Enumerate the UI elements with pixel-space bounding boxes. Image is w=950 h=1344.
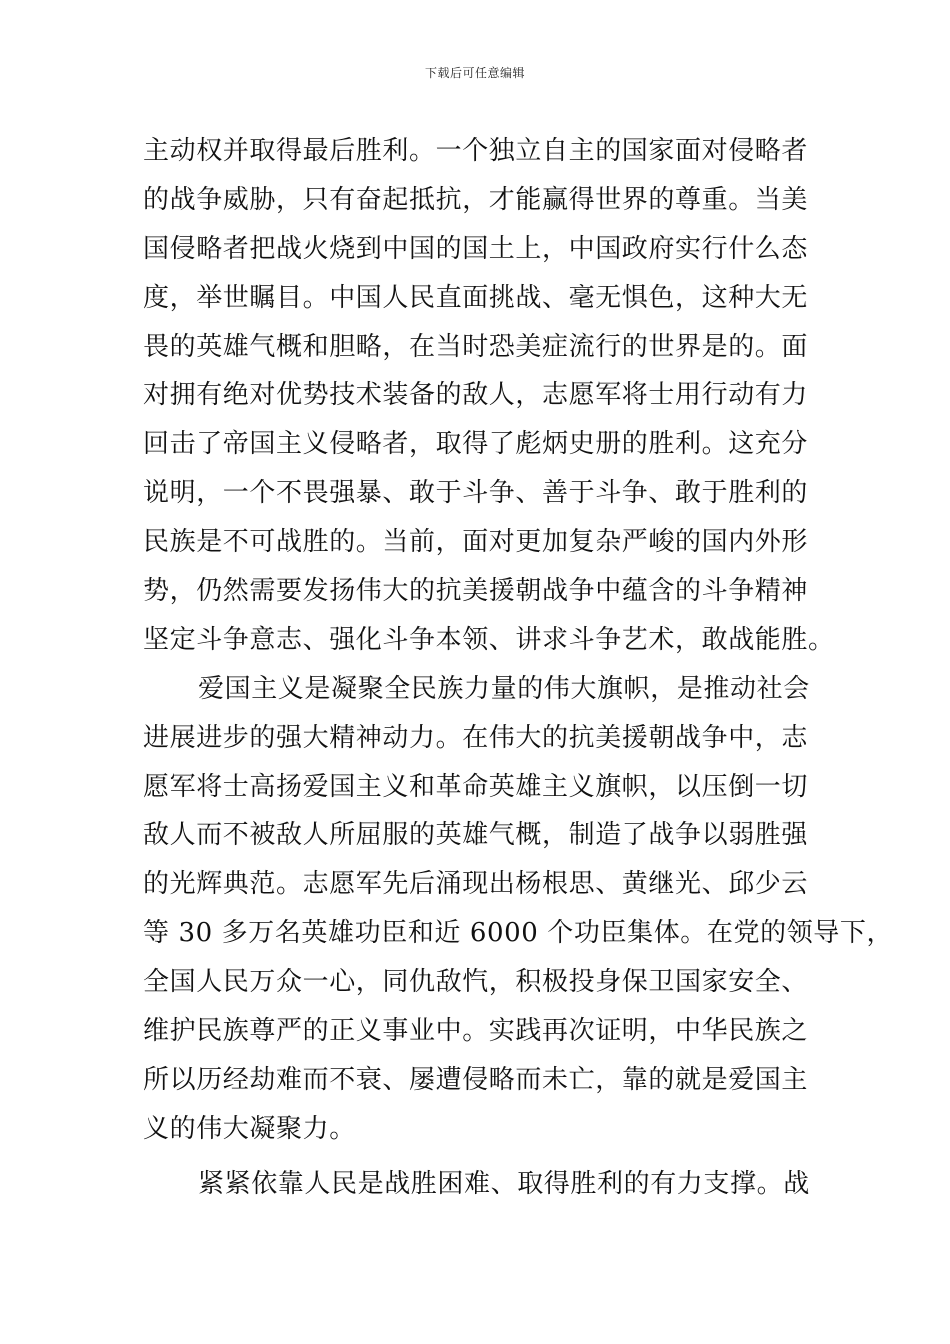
text-line: 回击了帝国主义侵略者，取得了彪炳史册的胜利。这充分 (143, 429, 809, 460)
text-line: 说明，一个不畏强暴、敢于斗争、善于斗争、敢于胜利的 (143, 478, 809, 509)
text-line: 国侵略者把战火烧到中国的国土上，中国政府实行什么态 (143, 233, 809, 264)
text-line: 势，仍然需要发扬伟大的抗美援朝战争中蕴含的斗争精神 (143, 576, 809, 607)
body-text (143, 127, 894, 1209)
text-line: 全国人民万众一心，同仇敌忾，积极投身保卫国家安全、 (143, 967, 809, 998)
text-line: 坚定斗争意志、强化斗争本领、讲求斗争艺术，敢战能胜。 (143, 624, 835, 655)
text-line: 敌人而不被敌人所屈服的英雄气概，制造了战争以弱胜强 (143, 820, 809, 851)
text-line: 等 30 多万名英雄功臣和近 6000 个功臣集体。在党的领导下， (143, 918, 894, 949)
text-line: 的光辉典范。志愿军先后涌现出杨根思、黄继光、邱少云 (143, 869, 809, 900)
text-line: 义的伟大凝聚力。 (143, 1113, 356, 1144)
paragraph-start-line: 紧紧依靠人民是战胜困难、取得胜利的有力支撑。战 (198, 1168, 810, 1199)
text-line: 对拥有绝对优势技术装备的敌人，志愿军将士用行动有力 (143, 380, 809, 411)
text-line: 度，举世瞩目。中国人民直面挑战、毫无惧色，这种大无 (143, 282, 809, 313)
text-line: 的战争威胁，只有奋起抵抗，才能赢得世界的尊重。当美 (143, 184, 809, 215)
text-line: 愿军将士高扬爱国主义和革命英雄主义旗帜，以压倒一切 (143, 771, 809, 802)
paragraph-start-line: 爱国主义是凝聚全民族力量的伟大旗帜，是推动社会 (198, 673, 810, 704)
page-header: 下载后可任意编辑 (424, 66, 525, 80)
text-line: 畏的英雄气概和胆略，在当时恐美症流行的世界是的。面 (143, 331, 809, 362)
text-line: 主动权并取得最后胜利。一个独立自主的国家面对侵略者 (143, 136, 809, 166)
text-line: 维护民族尊严的正义事业中。实践再次证明，中华民族之 (143, 1016, 809, 1047)
text-line: 所以历经劫难而不衰、屡遭侵略而未亡，靠的就是爱国主 (143, 1064, 809, 1095)
text-line: 民族是不可战胜的。当前，面对更加复杂严峻的国内外形 (143, 527, 809, 558)
text-line: 进展进步的强大精神动力。在伟大的抗美援朝战争中，志 (143, 722, 809, 753)
